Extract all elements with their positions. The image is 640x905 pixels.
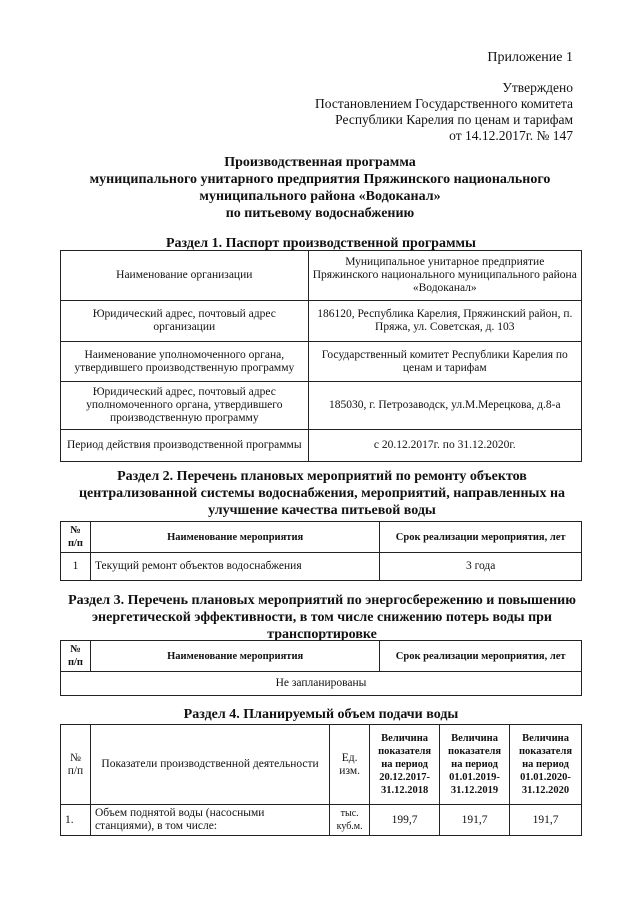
value-cell: 191,7 <box>440 805 510 836</box>
passport-table <box>60 250 582 462</box>
table-row <box>61 553 582 581</box>
column-header: Величина показателя на период 20.12.2017-31.12.2018 <box>370 725 440 805</box>
column-header: № п/п <box>61 522 91 553</box>
approval-block <box>315 80 573 144</box>
table-row <box>61 522 582 553</box>
title-line: муниципального района «Водоканал» <box>199 189 441 204</box>
repair-table <box>60 521 582 581</box>
approval-line: от 14.12.2017г. № 147 <box>449 128 573 143</box>
approval-line: Постановлением Государственного комитета <box>315 96 573 111</box>
section4-heading: Раздел 4. Планируемый объем подачи воды <box>183 707 459 722</box>
not-planned-note: Не запланированы <box>61 672 582 696</box>
indicator-name: Объем поднятой воды (насосными станциями), в том числе: <box>90 805 329 836</box>
column-header: Наименование мероприятия <box>90 641 379 672</box>
table-row <box>61 382 582 430</box>
table-row <box>61 725 582 805</box>
column-header: № п/п <box>61 725 91 805</box>
passport-value: с 20.12.2017г. по 31.12.2020г. <box>308 430 581 462</box>
energy-table <box>60 640 582 696</box>
column-header: Величина показателя на период 01.01.2020-31.12.2020 <box>510 725 582 805</box>
table-row <box>61 805 582 836</box>
row-number: 1. <box>61 805 91 836</box>
approval-line: Республики Карелия по ценам и тарифам <box>335 112 573 127</box>
measure-term: 3 года <box>380 553 582 581</box>
section2-heading: Раздел 2. Перечень плановых мероприятий по ремонту объектов централизованной системы водоснабжения, мероприятий, направленных на улучшение качества питьевой воды <box>78 469 566 518</box>
title-line: по питьевому водоснабжению <box>225 206 415 221</box>
row-number: 1 <box>61 553 91 581</box>
table-row <box>61 301 582 342</box>
appendix-label: Приложение 1 <box>487 50 573 65</box>
passport-label: Наименование организации <box>61 251 309 301</box>
column-header: Срок реализации мероприятия, лет <box>380 641 582 672</box>
passport-value: Государственный комитет Республики Карелия по ценам и тарифам <box>308 342 581 382</box>
passport-value: 186120, Республика Карелия, Пряжинский район, п. Пряжа, ул. Советская, д. 103 <box>308 301 581 342</box>
column-header: № п/п <box>61 641 91 672</box>
column-header: Наименование мероприятия <box>90 522 379 553</box>
column-header: Величина показателя на период 01.01.2019-31.12.2019 <box>440 725 510 805</box>
column-header: Срок реализации мероприятия, лет <box>380 522 582 553</box>
section3-heading: Раздел 3. Перечень плановых мероприятий по энергосбережению и повышению энергетической эффективности, в том числе снижению потерь воды при транспортировке <box>68 593 576 642</box>
table-row <box>61 342 582 382</box>
passport-value: Муниципальное унитарное предприятие Пряжинского национального муниципального района «Водоканал» <box>308 251 581 301</box>
document-title <box>60 154 580 222</box>
table-row <box>61 430 582 462</box>
value-cell: 191,7 <box>510 805 582 836</box>
passport-label: Период действия производственной программы <box>61 430 309 462</box>
table-row <box>61 672 582 696</box>
section1-heading: Раздел 1. Паспорт производственной программы <box>166 236 476 251</box>
column-header: Показатели производственной деятельности <box>90 725 329 805</box>
passport-label: Наименование уполномоченного органа, утвердившего производственную программу <box>61 342 309 382</box>
passport-label: Юридический адрес, почтовый адрес уполномоченного органа, утвердившего производственную программу <box>61 382 309 430</box>
title-line: Производственная программа <box>224 155 416 170</box>
title-line: муниципального унитарного предприятия Пряжинского национального <box>89 172 551 187</box>
supply-table <box>60 724 582 836</box>
value-cell: 199,7 <box>370 805 440 836</box>
table-row <box>61 251 582 301</box>
passport-value: 185030, г. Петрозаводск, ул.М.Мерецкова, д.8-а <box>308 382 581 430</box>
passport-label: Юридический адрес, почтовый адрес организации <box>61 301 309 342</box>
approval-line: Утверждено <box>502 80 573 95</box>
unit-cell: тыс. куб.м. <box>330 805 370 836</box>
column-header: Ед. изм. <box>330 725 370 805</box>
table-row <box>61 641 582 672</box>
measure-name: Текущий ремонт объектов водоснабжения <box>90 553 379 581</box>
